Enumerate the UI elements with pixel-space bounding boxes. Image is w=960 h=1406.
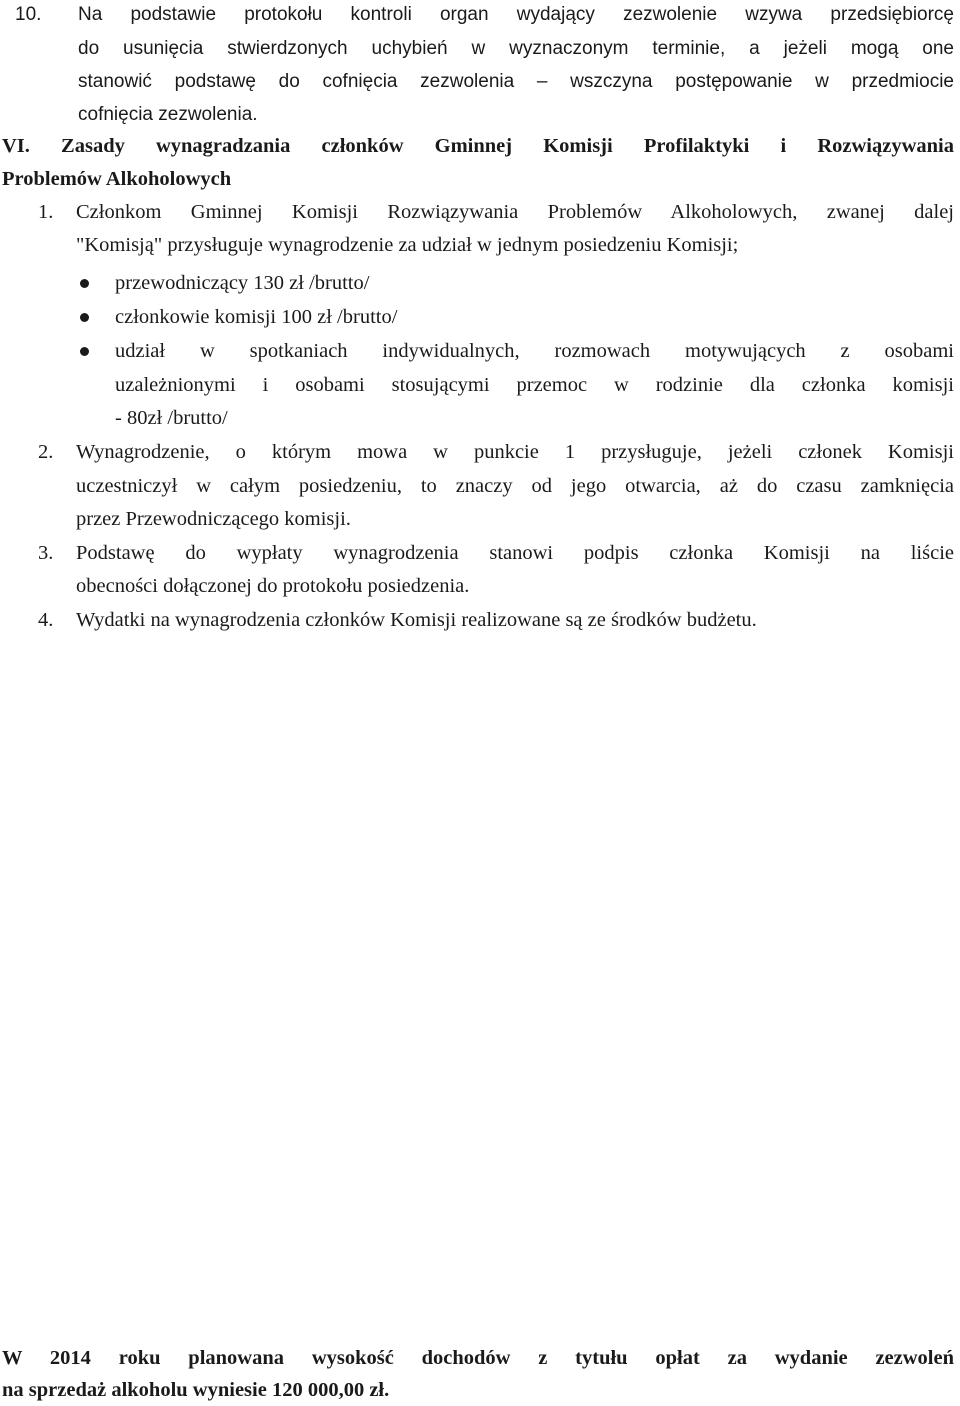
chapter-6-heading-line-2: Problemów Alkoholowych [2,168,232,190]
bullet-icon [80,279,89,288]
bullet-item-chair: przewodniczący 130 zł /brutto/ [115,272,370,294]
section-10-line-3: stanowić podstawę do cofnięcia zezwolenia – wszczyna postępowanie w przedmiocie [78,71,954,92]
point-1-line-1: Członkom Gminnej Komisji Rozwiązywania Problemów Alkoholowych, zwanej dalej [76,201,954,223]
bullet-icon [80,313,89,322]
footer-note-line-2: na sprzedaż alkoholu wyniesie 120 000,00 zł. [2,1379,390,1401]
point-2-number: 2. [38,441,54,463]
point-2-line-2: uczestniczył w całym posiedzeniu, to znaczy od jego otwarcia, aż do czasu zamknięcia [76,475,954,497]
point-3-number: 3. [38,542,54,564]
point-4-number: 4. [38,609,54,631]
chapter-6-heading-line-1: VI. Zasady wynagradzania członków Gminnej Komisji Profilaktyki i Rozwiązywania [2,135,954,157]
bullet-item-meetings-line-1: udział w spotkaniach indywidualnych, rozmowach motywujących z osobami [115,340,954,362]
section-10-number: 10. [15,4,42,25]
point-1-line-2: "Komisją" przysługuje wynagrodzenie za udział w jednym posiedzeniu Komisji; [76,234,739,256]
section-10-line-1: Na podstawie protokołu kontroli organ wydający zezwolenie wzywa przedsiębiorcę [78,4,954,25]
point-3-line-2: obecności dołączonej do protokołu posiedzenia. [76,575,470,597]
point-2-line-1: Wynagrodzenie, o którym mowa w punkcie 1 przysługuje, jeżeli członek Komisji [76,441,954,463]
point-1-number: 1. [38,201,54,223]
section-10-line-2: do usunięcia stwierdzonych uchybień w wyznaczonym terminie, a jeżeli mogą one [78,38,954,59]
bullet-item-meetings-line-2: uzależnionymi i osobami stosującymi przemoc w rodzinie dla członka komisji [115,374,954,396]
point-4-line-1: Wydatki na wynagrodzenia członków Komisji realizowane są ze środków budżetu. [76,609,757,631]
bullet-item-members: członkowie komisji 100 zł /brutto/ [115,306,398,328]
point-2-line-3: przez Przewodniczącego komisji. [76,508,351,530]
section-10-line-4: cofnięcia zezwolenia. [78,104,258,125]
bullet-item-meetings-line-3: - 80zł /brutto/ [115,407,228,429]
point-3-line-1: Podstawę do wypłaty wynagrodzenia stanowi podpis członka Komisji na liście [76,542,954,564]
footer-note-line-1: W 2014 roku planowana wysokość dochodów z tytułu opłat za wydanie zezwoleń [2,1347,954,1369]
bullet-icon [80,347,89,356]
